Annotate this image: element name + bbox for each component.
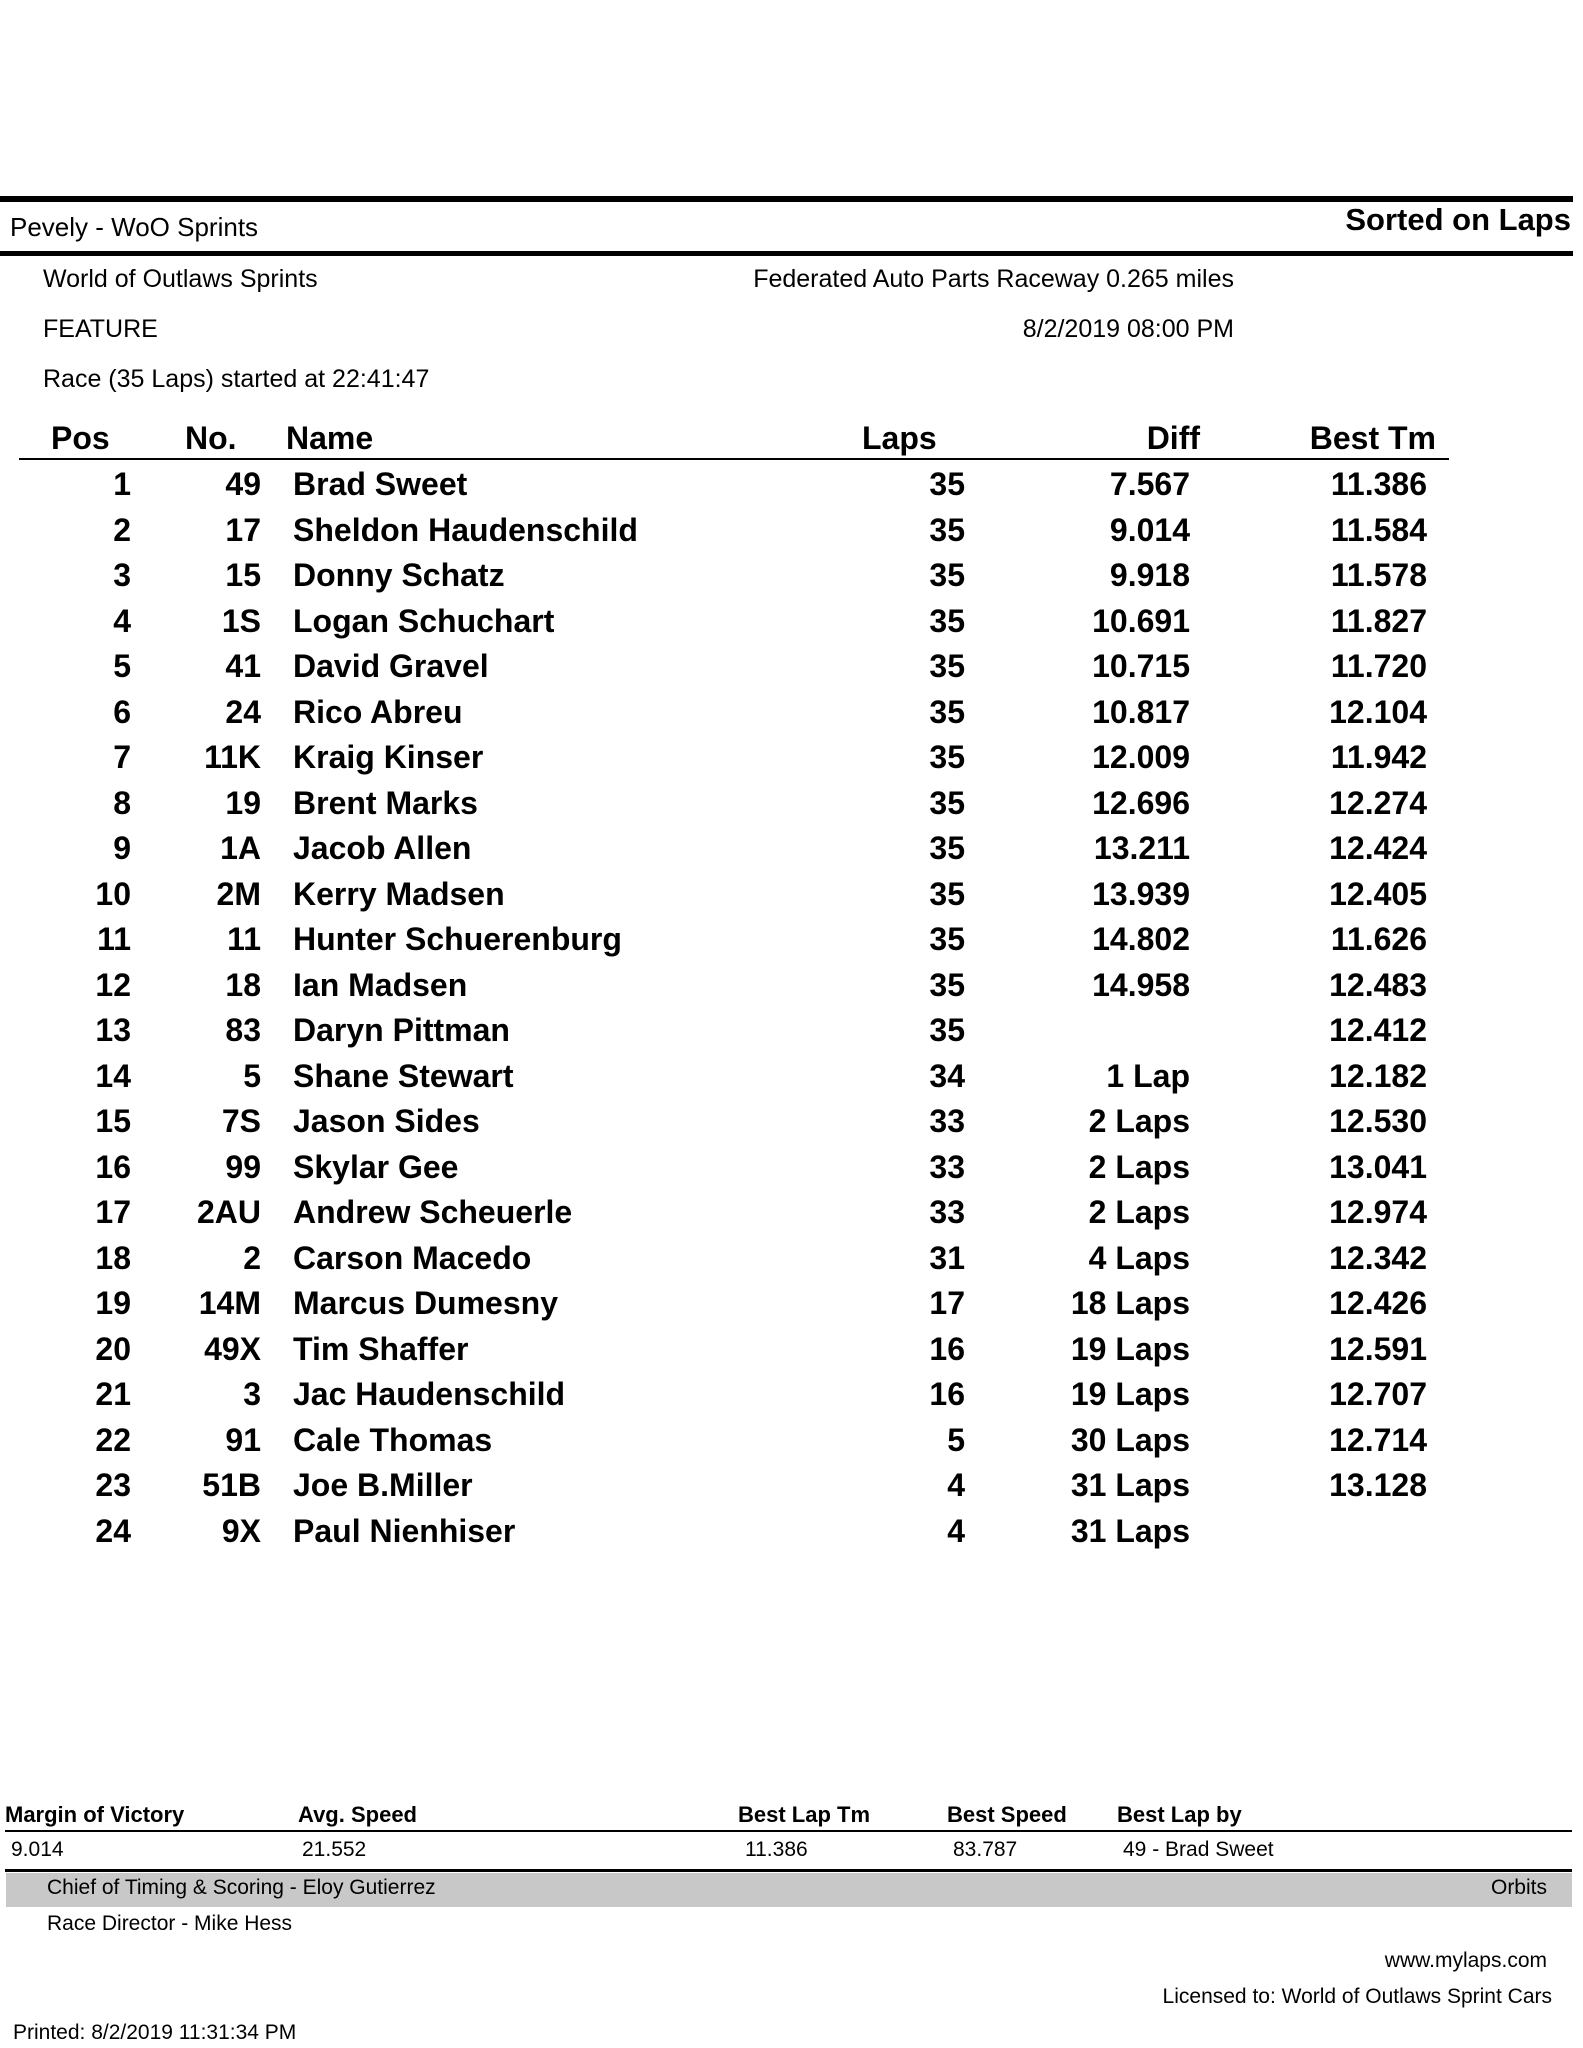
laps-cell: 35 (929, 784, 965, 821)
pos-cell: 19 (95, 1285, 131, 1321)
car-number-cell: 17 (225, 511, 261, 548)
driver-name-cell: Daryn Pittman (293, 1012, 510, 1048)
pos-cell: 5 (113, 648, 131, 684)
best-time-cell: 12.424 (1329, 830, 1427, 866)
car-number-cell: 3 (243, 1376, 261, 1412)
laps-cell: 35 (929, 602, 965, 639)
table-row (0, 1194, 1583, 1239)
diff-cell: 12.696 (1092, 784, 1190, 821)
best-time-cell: 12.591 (1329, 1330, 1427, 1367)
best-lap-tm-label: Best Lap Tm (738, 1802, 871, 1827)
diff-cell: 10.715 (1092, 648, 1190, 684)
column-header-no: No. (185, 420, 237, 456)
pos-cell: 13 (95, 1012, 131, 1048)
table-row (0, 557, 1583, 602)
pos-cell: 9 (113, 830, 131, 866)
diff-cell: 9.918 (1109, 557, 1190, 593)
car-number-cell: 49 (225, 466, 261, 502)
car-number-cell: 1A (220, 830, 261, 866)
column-header-diff: Diff (1146, 420, 1200, 456)
best-speed-value: 83.787 (953, 1838, 1018, 1861)
car-number-cell: 99 (225, 1148, 261, 1185)
diff-cell: 2 Laps (1088, 1103, 1190, 1139)
printed-timestamp: Printed: 8/2/2019 11:31:34 PM (13, 2021, 297, 2044)
title-underline-rule (0, 251, 1573, 256)
driver-name-cell: Jason Sides (293, 1103, 480, 1139)
avg-speed-label: Avg. Speed (298, 1802, 417, 1827)
laps-cell: 5 (947, 1421, 965, 1458)
best-time-cell: 12.714 (1329, 1421, 1427, 1458)
laps-cell: 35 (929, 511, 965, 548)
avg-speed-value: 21.552 (302, 1838, 367, 1861)
diff-cell: 19 Laps (1070, 1376, 1190, 1412)
diff-cell: 9.014 (1109, 511, 1190, 548)
best-time-cell: 11.626 (1330, 921, 1427, 957)
car-number-cell: 19 (225, 784, 261, 821)
column-header-name: Name (286, 420, 374, 456)
laps-cell: 35 (929, 693, 965, 730)
pos-cell: 15 (95, 1103, 131, 1139)
table-row (0, 1422, 1583, 1467)
laps-cell: 35 (929, 875, 965, 912)
driver-name-cell: Ian Madsen (293, 966, 468, 1003)
driver-name-cell: Brent Marks (293, 784, 478, 821)
diff-cell: 30 Laps (1070, 1421, 1190, 1458)
driver-name-cell: Joe B.Miller (293, 1467, 473, 1503)
table-row (0, 1331, 1583, 1376)
car-number-cell: 18 (225, 966, 261, 1003)
diff-cell: 10.817 (1092, 693, 1190, 730)
table-row (0, 1012, 1583, 1057)
car-number-cell: 1S (221, 602, 261, 639)
session-name: FEATURE (43, 315, 158, 343)
diff-cell: 14.958 (1092, 966, 1190, 1003)
best-time-cell: 11.386 (1330, 466, 1427, 502)
table-row (0, 830, 1583, 875)
laps-cell: 31 (929, 1239, 965, 1276)
table-row (0, 739, 1583, 784)
table-row (0, 1240, 1583, 1285)
margin-of-victory-label: Margin of Victory (5, 1802, 185, 1827)
driver-name-cell: Jacob Allen (293, 830, 472, 866)
table-row (0, 1513, 1583, 1558)
top-thick-rule (0, 196, 1573, 202)
driver-name-cell: Marcus Dumesny (293, 1285, 558, 1321)
series-name: World of Outlaws Sprints (43, 265, 318, 293)
best-time-cell: 12.974 (1329, 1194, 1427, 1230)
car-number-cell: 5 (243, 1057, 261, 1094)
driver-name-cell: Paul Nienhiser (293, 1512, 516, 1549)
laps-cell: 4 (947, 1467, 965, 1503)
driver-name-cell: Skylar Gee (293, 1148, 459, 1185)
orbits-label: Orbits (1490, 1876, 1547, 1899)
pos-cell: 4 (113, 602, 131, 639)
best-lap-tm-value: 11.386 (745, 1838, 808, 1861)
laps-cell: 33 (929, 1103, 965, 1139)
best-time-cell: 12.405 (1329, 875, 1427, 912)
chief-of-timing: Chief of Timing & Scoring - Eloy Gutierrez (47, 1876, 436, 1899)
summary-bottom-rule (5, 1869, 1572, 1872)
car-number-cell: 51B (202, 1467, 261, 1503)
diff-cell: 31 Laps (1070, 1512, 1190, 1549)
best-lap-by-label: Best Lap by (1117, 1802, 1242, 1827)
table-row (0, 785, 1583, 830)
best-time-cell: 11.827 (1330, 602, 1427, 639)
best-time-cell: 11.578 (1330, 557, 1427, 593)
pos-cell: 14 (95, 1057, 131, 1094)
diff-cell: 2 Laps (1088, 1194, 1190, 1230)
table-row (0, 1058, 1583, 1103)
table-row (0, 967, 1583, 1012)
licensed-to: Licensed to: World of Outlaws Sprint Cars (1162, 1985, 1552, 2008)
pos-cell: 18 (95, 1239, 131, 1276)
laps-cell: 4 (947, 1512, 965, 1549)
table-row (0, 1467, 1583, 1512)
column-header-rule (19, 458, 1449, 460)
diff-cell: 18 Laps (1070, 1285, 1190, 1321)
best-lap-by-value: 49 - Brad Sweet (1123, 1838, 1274, 1861)
laps-cell: 35 (929, 921, 965, 957)
driver-name-cell: Shane Stewart (293, 1057, 514, 1094)
car-number-cell: 9X (221, 1512, 261, 1549)
best-time-cell: 12.412 (1329, 1012, 1427, 1048)
race-director: Race Director - Mike Hess (47, 1912, 293, 1935)
pos-cell: 22 (95, 1421, 131, 1458)
best-speed-label: Best Speed (947, 1802, 1067, 1827)
driver-name-cell: Jac Haudenschild (293, 1376, 566, 1412)
pos-cell: 6 (113, 693, 131, 730)
best-time-cell: 12.707 (1329, 1376, 1427, 1412)
car-number-cell: 24 (225, 693, 261, 730)
diff-cell: 13.211 (1093, 830, 1190, 866)
laps-cell: 35 (929, 1012, 965, 1048)
table-row (0, 1285, 1583, 1330)
race-datetime: 8/2/2019 08:00 PM (1022, 315, 1234, 343)
table-row (0, 1376, 1583, 1421)
website-text: www.mylaps.com (1384, 1949, 1547, 1972)
diff-cell: 1 Lap (1106, 1057, 1190, 1094)
pos-cell: 20 (95, 1330, 131, 1367)
car-number-cell: 2AU (196, 1194, 261, 1230)
event-title: Pevely - WoO Sprints (10, 212, 259, 242)
best-time-cell: 12.104 (1329, 693, 1427, 730)
laps-cell: 34 (929, 1057, 965, 1094)
car-number-cell: 14M (198, 1285, 261, 1321)
table-row (0, 1103, 1583, 1148)
race-info: Race (35 Laps) started at 22:41:47 (43, 365, 430, 393)
pos-cell: 11 (97, 921, 131, 957)
driver-name-cell: Cale Thomas (293, 1421, 493, 1458)
best-time-cell: 11.584 (1330, 511, 1427, 548)
car-number-cell: 15 (225, 557, 261, 593)
table-row (0, 876, 1583, 921)
column-header-pos: Pos (51, 420, 110, 456)
best-time-cell: 13.128 (1329, 1467, 1427, 1503)
table-row (0, 603, 1583, 648)
laps-cell: 16 (929, 1376, 965, 1412)
driver-name-cell: Logan Schuchart (293, 602, 555, 639)
best-time-cell: 12.426 (1329, 1285, 1427, 1321)
laps-cell: 33 (929, 1194, 965, 1230)
diff-cell: 13.939 (1092, 875, 1190, 912)
pos-cell: 2 (113, 511, 131, 548)
laps-cell: 35 (929, 557, 965, 593)
car-number-cell: 83 (225, 1012, 261, 1048)
pos-cell: 7 (113, 739, 131, 775)
car-number-cell: 91 (225, 1421, 261, 1458)
laps-cell: 35 (929, 739, 965, 775)
laps-cell: 35 (929, 830, 965, 866)
driver-name-cell: Rico Abreu (293, 693, 463, 730)
laps-cell: 35 (929, 466, 965, 502)
car-number-cell: 11 (227, 921, 261, 957)
column-header-best: Best Tm (1309, 420, 1436, 456)
pos-cell: 8 (113, 784, 131, 821)
pos-cell: 23 (95, 1467, 131, 1503)
diff-cell: 14.802 (1092, 921, 1190, 957)
best-time-cell: 12.530 (1329, 1103, 1427, 1139)
column-header-laps: Laps (862, 420, 937, 456)
pos-cell: 10 (95, 875, 131, 912)
table-row (0, 466, 1583, 511)
table-row (0, 1149, 1583, 1194)
best-time-cell: 11.720 (1330, 648, 1427, 684)
driver-name-cell: Carson Macedo (293, 1239, 532, 1276)
driver-name-cell: Brad Sweet (293, 466, 468, 502)
best-time-cell: 12.483 (1329, 966, 1427, 1003)
diff-cell: 12.009 (1092, 739, 1190, 775)
driver-name-cell: Hunter Schuerenburg (293, 921, 622, 957)
margin-of-victory-value: 9.014 (11, 1838, 64, 1861)
driver-name-cell: Andrew Scheuerle (293, 1194, 573, 1230)
table-row (0, 512, 1583, 557)
driver-name-cell: Kerry Madsen (293, 875, 505, 912)
table-row (0, 921, 1583, 966)
driver-name-cell: David Gravel (293, 648, 489, 684)
pos-cell: 1 (113, 466, 131, 502)
diff-cell: 31 Laps (1070, 1467, 1190, 1503)
laps-cell: 33 (929, 1148, 965, 1185)
best-time-cell: 12.342 (1329, 1239, 1427, 1276)
sorted-label: Sorted on Laps (1345, 202, 1571, 237)
table-row (0, 648, 1583, 693)
track-name: Federated Auto Parts Raceway 0.265 miles (753, 265, 1234, 293)
summary-rule (5, 1830, 1572, 1832)
pos-cell: 24 (95, 1512, 131, 1549)
best-time-cell: 12.274 (1329, 784, 1427, 821)
driver-name-cell: Tim Shaffer (293, 1330, 469, 1367)
car-number-cell: 11K (204, 739, 261, 775)
driver-name-cell: Donny Schatz (293, 557, 505, 593)
table-row (0, 694, 1583, 739)
pos-cell: 17 (95, 1194, 131, 1230)
car-number-cell: 7S (221, 1103, 261, 1139)
laps-cell: 16 (929, 1330, 965, 1367)
pos-cell: 16 (95, 1148, 131, 1185)
pos-cell: 3 (113, 557, 131, 593)
diff-cell: 7.567 (1109, 466, 1190, 502)
driver-name-cell: Sheldon Haudenschild (293, 511, 638, 548)
driver-name-cell: Kraig Kinser (293, 739, 484, 775)
pos-cell: 21 (95, 1376, 131, 1412)
car-number-cell: 2M (216, 875, 261, 912)
laps-cell: 35 (929, 966, 965, 1003)
best-time-cell: 11.942 (1330, 739, 1427, 775)
diff-cell: 10.691 (1092, 602, 1190, 639)
diff-cell: 4 Laps (1088, 1239, 1190, 1276)
car-number-cell: 49X (204, 1330, 261, 1367)
best-time-cell: 13.041 (1329, 1148, 1427, 1185)
pos-cell: 12 (95, 966, 131, 1003)
car-number-cell: 2 (243, 1239, 261, 1276)
best-time-cell: 12.182 (1329, 1057, 1427, 1094)
diff-cell: 19 Laps (1070, 1330, 1190, 1367)
car-number-cell: 41 (225, 648, 261, 684)
laps-cell: 35 (929, 648, 965, 684)
laps-cell: 17 (929, 1285, 965, 1321)
diff-cell: 2 Laps (1088, 1148, 1190, 1185)
